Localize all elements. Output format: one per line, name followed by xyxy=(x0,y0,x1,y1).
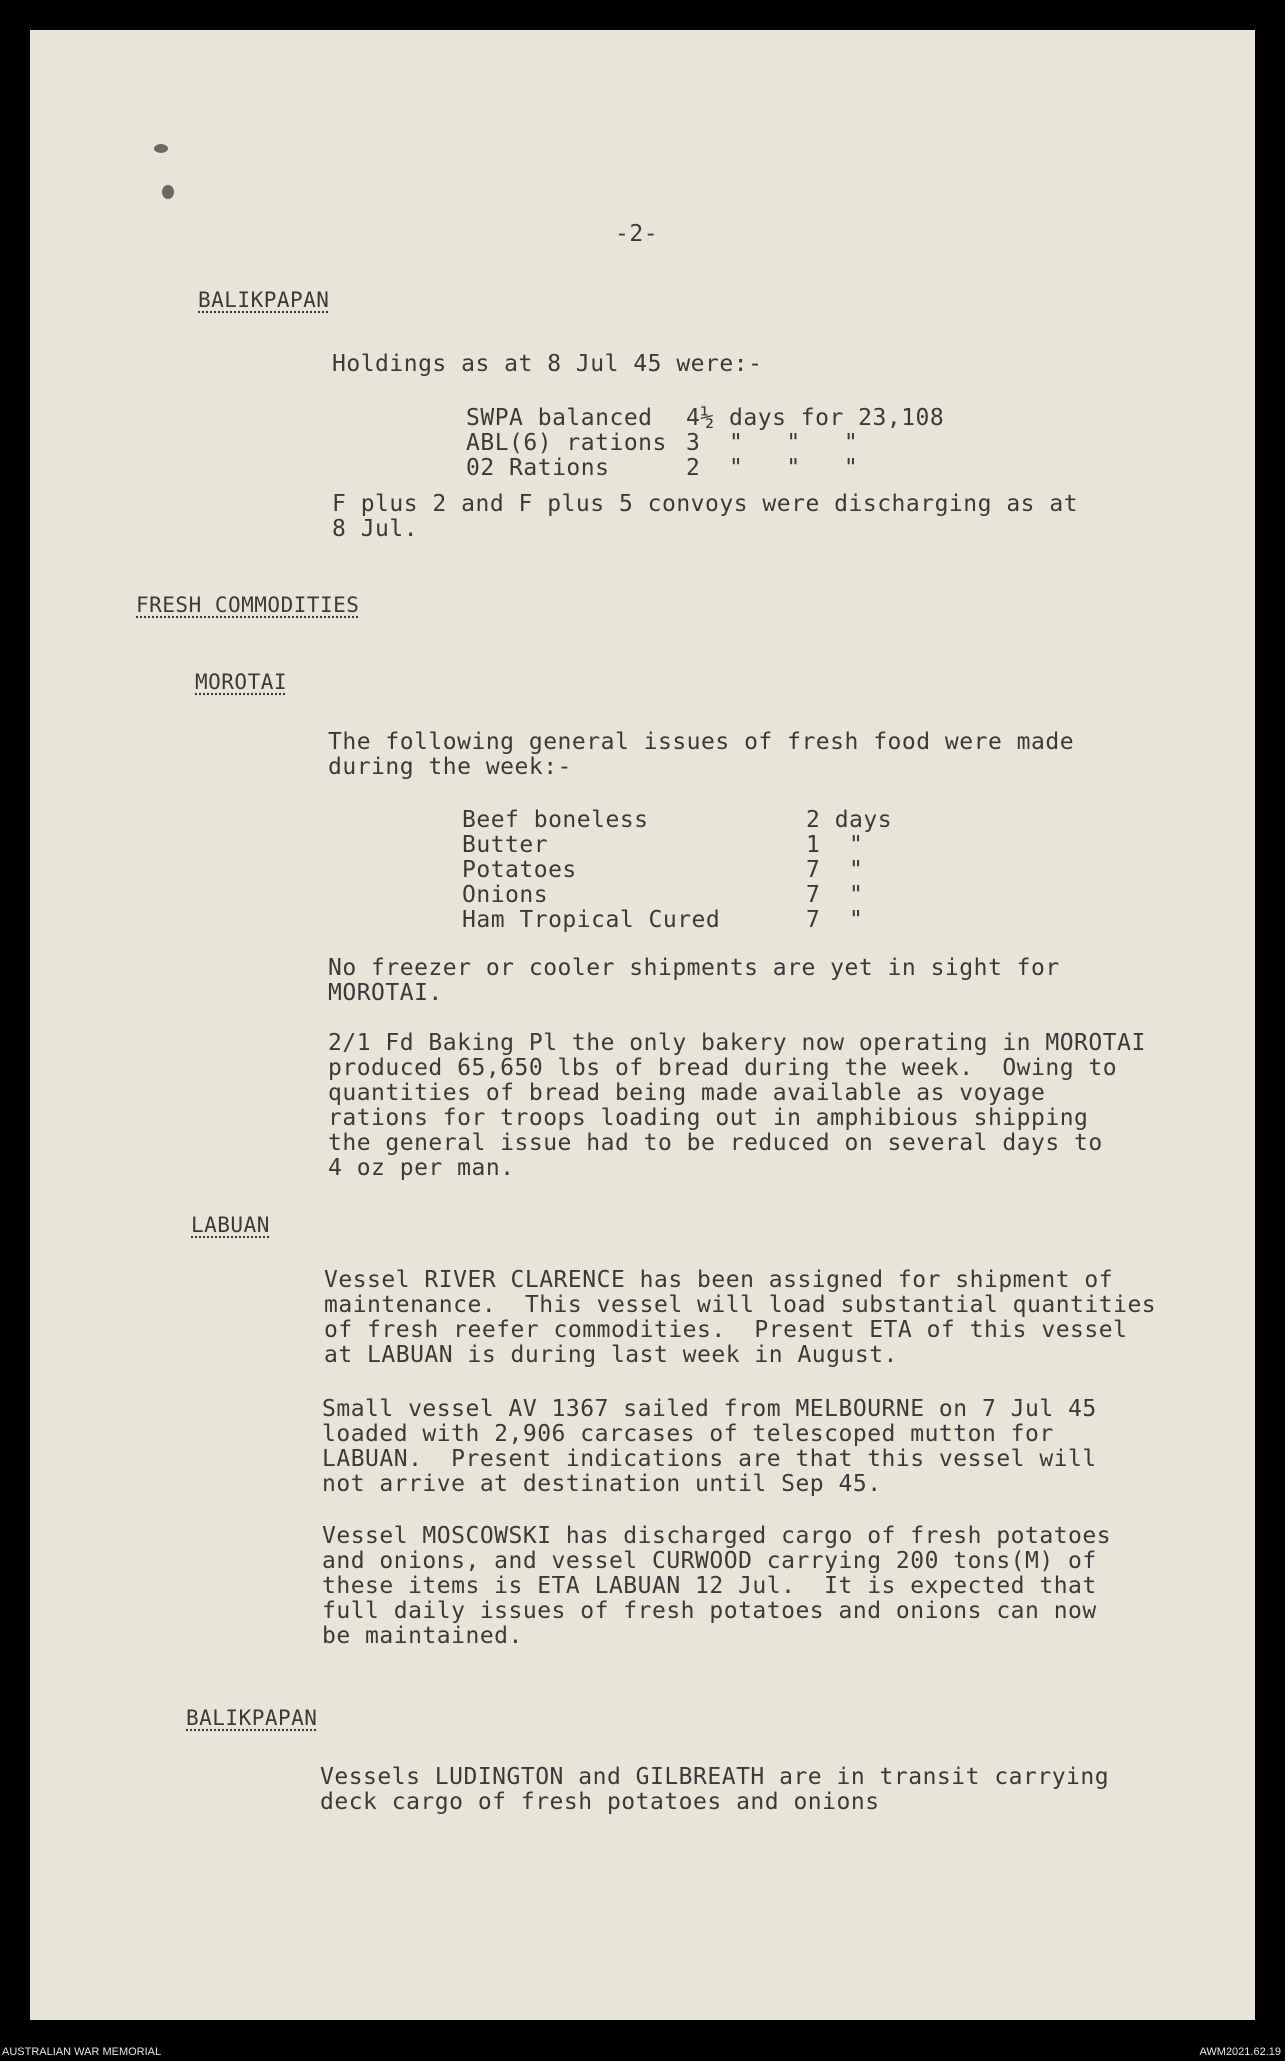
table-row xyxy=(462,883,892,908)
section-heading-labuan: LABUAN xyxy=(191,1213,270,1237)
text-line: 8 Jul. xyxy=(332,516,419,542)
punch-hole xyxy=(162,185,174,199)
issue-item: Beef boneless xyxy=(462,807,649,833)
text-line: Small vessel AV 1367 sailed from MELBOURNE on 7 Jul 45 xyxy=(322,1396,1097,1422)
text-line: the general issue had to be reduced on several days to xyxy=(328,1130,1103,1156)
holdings-qty: 3 " " " xyxy=(686,430,859,456)
punch-hole xyxy=(154,144,168,153)
section-heading-balikpapan: BALIKPAPAN xyxy=(198,288,330,312)
fresh-food-issues-table xyxy=(462,808,892,933)
table-row xyxy=(462,833,892,858)
text-line: quantities of bread being made available as voyage xyxy=(328,1080,1046,1106)
issue-item: Potatoes xyxy=(462,857,577,883)
text-line: maintenance. This vessel will load substantial quantities xyxy=(324,1292,1157,1318)
morotai-freezer-note xyxy=(328,956,1060,1006)
text-line: LABUAN. Present indications are that this vessel will xyxy=(322,1446,1097,1472)
text-line: 2/1 Fd Baking Pl the only bakery now operating in MOROTAI xyxy=(328,1030,1146,1056)
table-row xyxy=(466,431,944,456)
holdings-intro: Holdings as at 8 Jul 45 were:- xyxy=(332,351,763,377)
holdings-item: ABL(6) rations xyxy=(466,430,667,456)
text-line: and onions, and vessel CURWOOD carrying 200 tons(M) of xyxy=(322,1548,1097,1574)
issue-qty: 1 " xyxy=(806,832,864,858)
text-line: F plus 2 and F plus 5 convoys were discharging as at xyxy=(332,491,1079,517)
table-row xyxy=(462,908,892,933)
holdings-qty: 2 " " " xyxy=(686,455,859,481)
text-line: produced 65,650 lbs of bread during the week. Owing to xyxy=(328,1055,1118,1081)
holdings-item: SWPA balanced xyxy=(466,405,653,431)
issue-qty: 7 " xyxy=(806,857,864,883)
holdings-qty: 4½ days for 23,108 xyxy=(686,405,945,431)
text-line: loaded with 2,906 carcases of telescoped mutton for xyxy=(322,1421,1054,1447)
issue-qty: 7 " xyxy=(806,907,864,933)
text-line: 4 oz per man. xyxy=(328,1155,515,1181)
issue-qty: 2 days xyxy=(806,807,893,833)
table-row xyxy=(462,808,892,833)
table-row xyxy=(466,456,944,481)
text-line: No freezer or cooler shipments are yet in sight for xyxy=(328,955,1060,981)
holdings-table xyxy=(466,406,944,481)
issue-qty: 7 " xyxy=(806,882,864,908)
table-row xyxy=(462,858,892,883)
labuan-moscowski-paragraph xyxy=(322,1524,1111,1649)
text-line: Vessel RIVER CLARENCE has been assigned for shipment of xyxy=(324,1267,1114,1293)
section-heading-fresh-commodities: FRESH COMMODITIES xyxy=(136,593,360,617)
text-line: MOROTAI. xyxy=(328,980,443,1006)
text-line: Vessel MOSCOWSKI has discharged cargo of fresh potatoes xyxy=(322,1523,1112,1549)
table-row xyxy=(466,406,944,431)
balikpapan-vessels-paragraph xyxy=(320,1765,1109,1815)
text-line: these items is ETA LABUAN 12 Jul. It is expected that xyxy=(322,1573,1097,1599)
text-line: at LABUAN is during last week in August. xyxy=(324,1342,898,1368)
footer-reference: AWM2021.62.19 xyxy=(1199,2046,1281,2058)
text-line: of fresh reefer commodities. Present ETA of this vessel xyxy=(324,1317,1128,1343)
section-heading-morotai: MOROTAI xyxy=(195,670,288,694)
issue-item: Onions xyxy=(462,882,549,908)
text-line: deck cargo of fresh potatoes and onions xyxy=(320,1789,880,1815)
document-page xyxy=(30,30,1255,2020)
text-line: during the week:- xyxy=(328,754,572,780)
text-line: The following general issues of fresh food were made xyxy=(328,729,1075,755)
labuan-river-clarence-paragraph xyxy=(324,1268,1156,1368)
text-line: rations for troops loading out in amphibious shipping xyxy=(328,1105,1089,1131)
text-line: be maintained. xyxy=(322,1623,523,1649)
text-line: not arrive at destination until Sep 45. xyxy=(322,1471,882,1497)
text-line: full daily issues of fresh potatoes and onions can now xyxy=(322,1598,1097,1624)
page-number: -2- xyxy=(615,221,659,247)
morotai-intro xyxy=(328,730,1074,780)
issue-item: Butter xyxy=(462,832,549,858)
section-heading-balikpapan-2: BALIKPAPAN xyxy=(186,1706,318,1730)
issue-item: Ham Tropical Cured xyxy=(462,907,721,933)
morotai-bakery-paragraph xyxy=(328,1031,1146,1181)
text-line: Vessels LUDINGTON and GILBREATH are in transit carrying xyxy=(320,1764,1110,1790)
convoy-note xyxy=(332,492,1078,542)
holdings-item: 02 Rations xyxy=(466,455,610,481)
footer-source: AUSTRALIAN WAR MEMORIAL xyxy=(2,2046,162,2058)
labuan-av1367-paragraph xyxy=(322,1397,1097,1497)
